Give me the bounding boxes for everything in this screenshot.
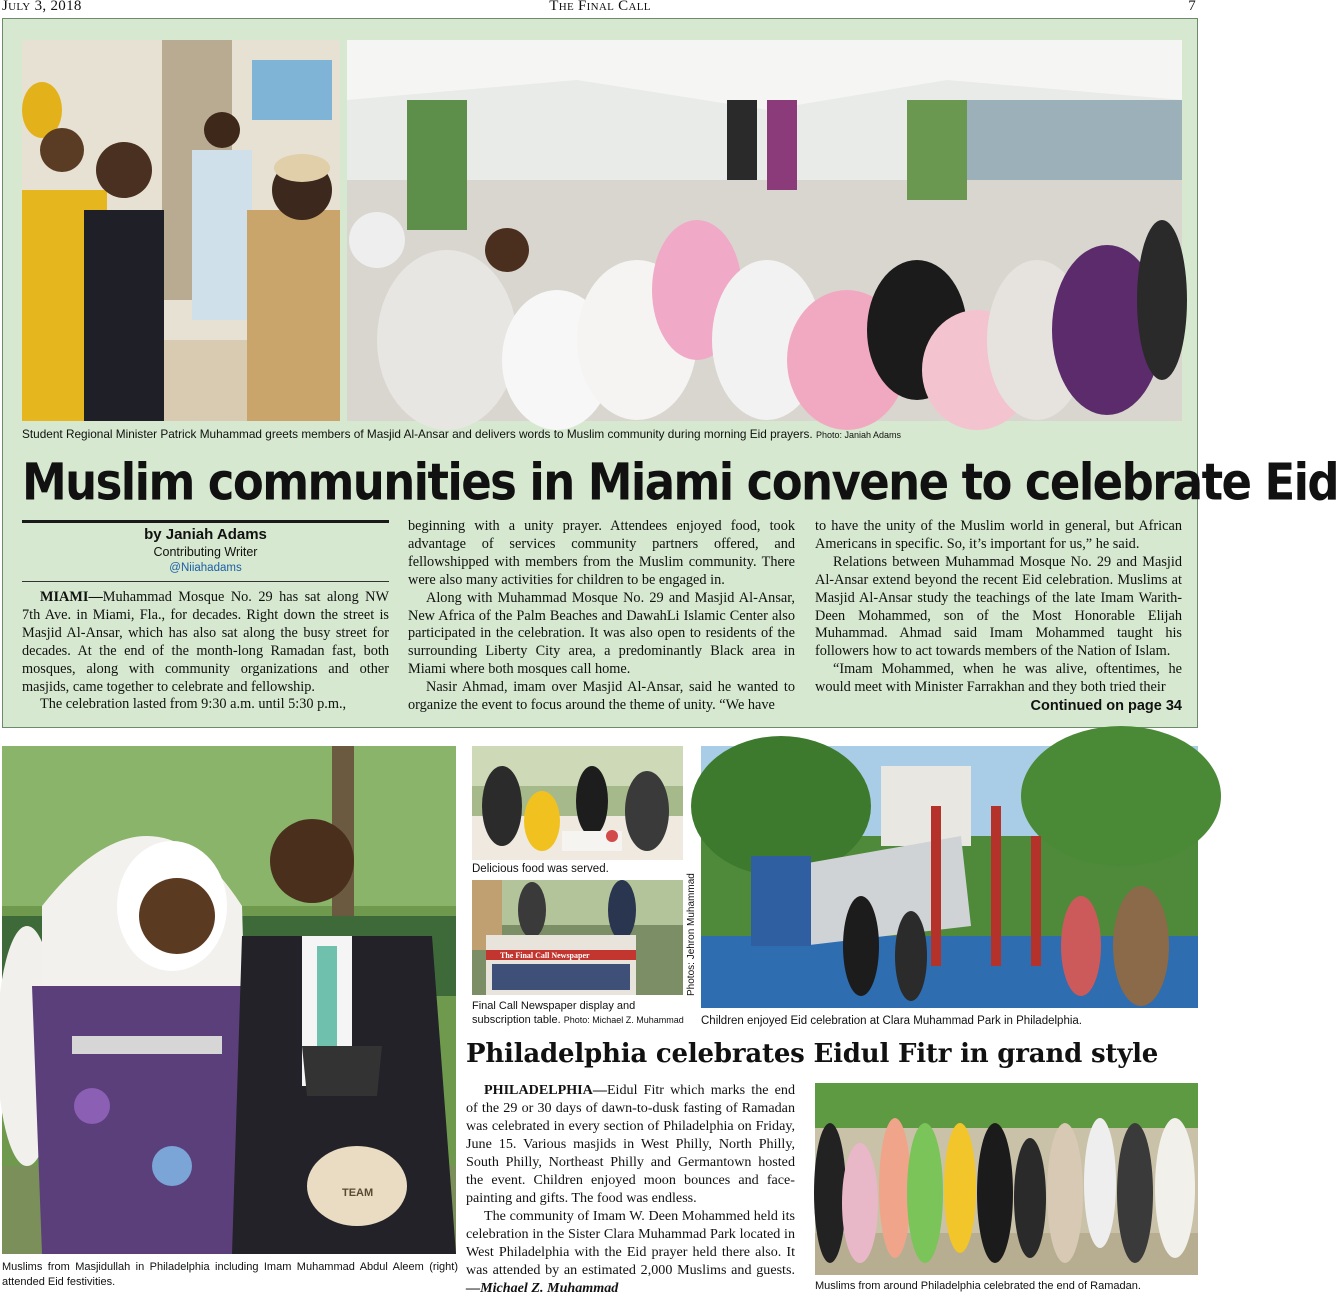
top-column-1	[22, 589, 389, 714]
top-column-3	[815, 518, 1182, 697]
food-photo	[472, 746, 683, 860]
issue-date: July 3, 2018	[2, 0, 82, 14]
eid-prayer-tent-photo	[347, 40, 1182, 421]
philadelphia-signoff: —Michael Z. Muhammad	[466, 1280, 619, 1296]
clara-muhammad-park-photo	[701, 746, 1198, 1008]
display-caption-text: Final Call Newspaper display and subscription table.	[472, 1000, 636, 1026]
display-caption	[472, 999, 684, 1027]
philadelphia-headline: Philadelphia celebrates Eidul Fitr in grand style	[466, 1039, 1159, 1069]
byline-handle-link[interactable]: @Niiahadams	[169, 562, 242, 574]
page-number: 7	[1188, 0, 1196, 14]
top-photo-caption-text: Student Regional Minister Patrick Muhammad greets members of Masjid Al-Ansar and delivers words to Muslim community during morning Eid prayers.	[22, 427, 813, 441]
top-column-2	[408, 518, 795, 715]
top-dateline: MIAMI—	[40, 589, 103, 605]
final-call-display-photo	[472, 880, 683, 995]
byline: by Janiah Adams	[144, 526, 267, 543]
top-photo-caption	[22, 427, 1182, 442]
top-col2-p3: Nasir Ahmad, imam over Masjid Al-Ansar, said he wanted to organize the event to focus around the theme of unity. “We have	[408, 679, 795, 714]
top-col1-p2: The celebration lasted from 9:30 a.m. until 5:30 p.m.,	[40, 696, 347, 713]
byline-role: Contributing Writer	[153, 545, 258, 559]
byline-rule	[22, 520, 389, 523]
crowd-caption: Muslims from around Philadelphia celebrated the end of Ramadan.	[815, 1280, 1141, 1292]
top-col2-p1: beginning with a unity prayer. Attendees enjoyed food, took advantage of services community partners offered, and fellowshipped with members from the Muslim community. There were also many activities for children to be engaged in.	[408, 518, 795, 588]
masjidullah-photo	[2, 746, 456, 1254]
hat-text: TEAM	[342, 1187, 374, 1199]
food-caption: Delicious food was served.	[472, 863, 609, 875]
top-col3-p1: to have the unity of the Muslim world in general, but African Americans in specific. So, it’s important for us,” he said.	[815, 518, 1182, 552]
jehron-photo-credit: Photos: Jehron Muhammad	[686, 873, 697, 996]
continued-on-page-link[interactable]: Continued on page 34	[1030, 698, 1182, 714]
display-sign-text: The Final Call Newspaper	[500, 951, 590, 960]
masjidullah-caption: Muslims from Masjidullah in Philadelphia including Imam Muhammad Abdul Aleem (right) attended Eid festivities.	[2, 1261, 458, 1288]
philadelphia-p1: Eidul Fitr which marks the end of the 29 or 30 days of dawn-to-dusk fasting of Ramadan was celebrated in every section of Philadelphia on Friday, June 15. Various masjids in West Philly, North Philly, South Philly, Northeast Philly and Germantown hosted the event. Children enjoyed moon bounces and face-painting and gifts. The food was endless.	[466, 1082, 795, 1206]
top-photo-credit: Photo: Janiah Adams	[815, 430, 902, 440]
publication-name: The Final Call	[549, 0, 651, 14]
top-headline: Muslim communities in Miami convene to celebrate Eid	[22, 452, 1338, 512]
top-col3-p2: Relations between Muhammad Mosque No. 29 and Masjid Al-Ansar extend beyond the recent Eid celebration. Muslims at Masjid Al-Ansar study the teachings of the late Imam Warith-Deen Mohammed, son of the Most Honorable Elijah Muhammad. Ahmad said Imam Mohammed taught his followers how to act towards members of the Nation of Islam.	[815, 553, 1182, 660]
top-col3-p3: “Imam Mohammed, when he was alive, oftentimes, he would meet with Minister Farrakhan and they both tried their	[815, 661, 1182, 696]
byline-bottom-rule	[22, 581, 389, 582]
display-caption-credit: Photo: Michael Z. Muhammad	[563, 1015, 684, 1025]
greeting-photo	[22, 40, 340, 421]
top-col2-p2: Along with Muhammad Mosque No. 29 and Masjid Al-Ansar, New Africa of the Palm Beaches and DawahLi Islamic Center also participated in the celebration. It was also open to residents of the surrounding Liberty City area, a predominantly Black area in Miami where both mosques call home.	[408, 589, 795, 678]
philadelphia-crowd-photo	[815, 1083, 1198, 1275]
philadelphia-p2: The community of Imam W. Deen Mohammed held its celebration in the Sister Clara Muhammad Park located in West Philadelphia with the Eid prayer held there also. It was attended by an estimated 2,000 Muslims and guests.	[466, 1208, 795, 1278]
top-col1-p1: Muhammad Mosque No. 29 has sat along NW 7th Ave. in Miami, Fla., for decades. Right down the street is Masjid Al-Ansar, which has also sat along the busy street for decades. At the end of the month-long Ramadan fast, both mosques, along with community organizations and other masjids, came together to celebrate and fellowship.	[22, 589, 389, 695]
philadelphia-dateline: PHILADELPHIA—	[484, 1082, 607, 1098]
park-caption: Children enjoyed Eid celebration at Clara Muhammad Park in Philadelphia.	[701, 1015, 1082, 1027]
philadelphia-body	[466, 1081, 795, 1297]
